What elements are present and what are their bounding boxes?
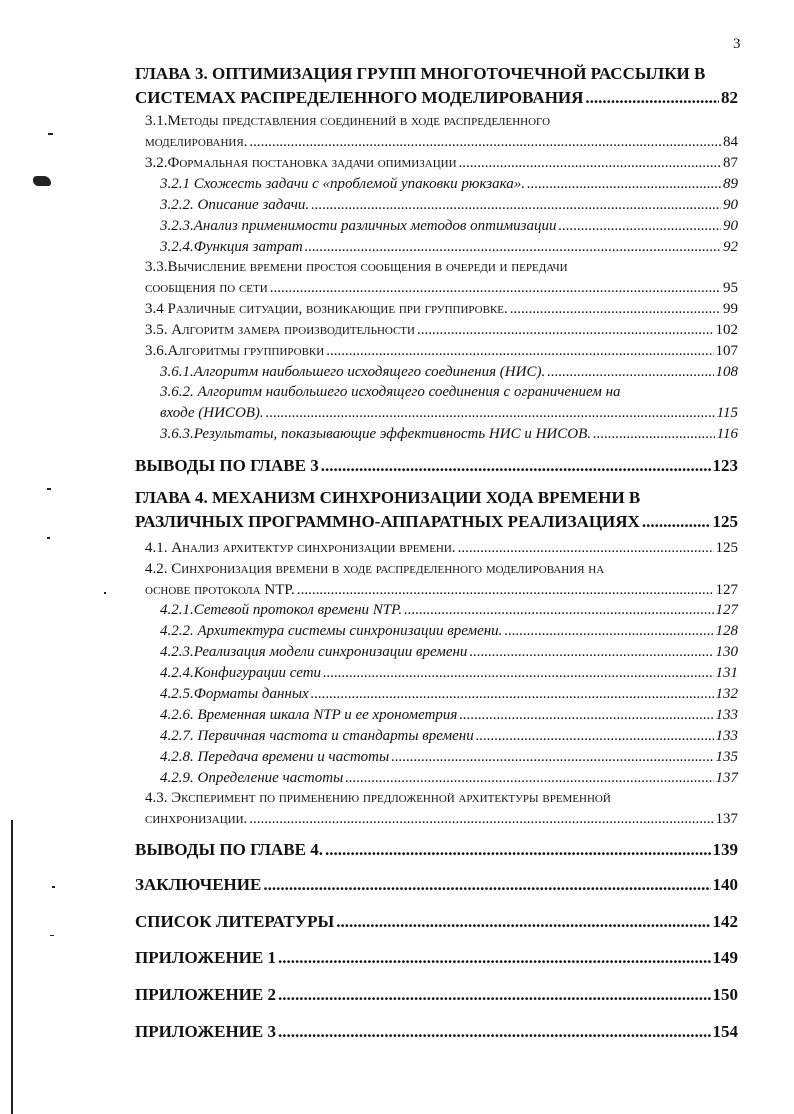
toc-page-number: 139 (712, 840, 738, 859)
dot-leader (321, 456, 711, 476)
toc-page-number: 154 (712, 1022, 738, 1041)
toc-page-number: 125 (712, 512, 738, 531)
toc-page-number: 137 (715, 770, 738, 786)
toc-page-number: 137 (715, 811, 738, 827)
dot-leader (297, 582, 714, 599)
dot-leader (476, 728, 714, 745)
dot-leader (249, 811, 713, 828)
toc-entry-title: синхронизации. (145, 811, 248, 827)
dot-leader (323, 665, 713, 682)
toc-page-number: 99 (723, 301, 738, 317)
scan-speck (48, 133, 53, 135)
toc-page-number: 128 (715, 623, 738, 639)
toc-entry-title-line: 4.3. Эксперимент по применению предложенной архитектуры временной (145, 790, 611, 806)
toc-page-number: 123 (712, 456, 738, 475)
dot-leader (459, 707, 713, 724)
toc-page-number: 149 (712, 948, 738, 967)
toc-entry-title: ПРИЛОЖЕНИЕ 2 (135, 985, 276, 1004)
toc-page-number: 92 (723, 239, 738, 255)
toc-page-number: 108 (715, 364, 738, 380)
toc-page-number: 125 (715, 540, 738, 556)
toc-entry-title: 3.2.Формальная постановка задачи опимизации (145, 155, 457, 171)
toc-page-number: 140 (712, 875, 738, 894)
dot-leader (326, 343, 713, 360)
toc-entry-title: ВЫВОДЫ ПО ГЛАВЕ 3 (135, 456, 319, 475)
dot-leader (249, 134, 721, 151)
scan-speck (104, 592, 106, 594)
dot-leader (336, 912, 710, 932)
margin-line (11, 820, 13, 1114)
toc-entry-title: СИСТЕМАХ РАСПРЕДЕЛЕННОГО МОДЕЛИРОВАНИЯ (135, 88, 584, 107)
toc-entry-title: 3.6.1.Алгоритм наибольшего исходящего соединения (НИС). (160, 364, 546, 380)
toc-page-number: 84 (723, 134, 738, 150)
dot-leader (458, 540, 714, 557)
dot-leader (270, 280, 721, 297)
dot-leader (278, 985, 711, 1005)
toc-page-number: 90 (723, 218, 738, 234)
scan-speck (47, 537, 50, 539)
toc-entry-title: 4.2.9. Определение частоты (160, 770, 344, 786)
toc-entry-title: 3.6.Алгоритмы группировки (145, 343, 325, 359)
dot-leader (547, 364, 713, 381)
toc-page-number: 87 (723, 155, 738, 171)
dot-leader (504, 623, 713, 640)
dot-leader (417, 322, 714, 339)
toc-entry-title: ВЫВОДЫ ПО ГЛАВЕ 4. (135, 840, 323, 859)
dot-leader (404, 602, 713, 619)
toc-page-number: 133 (715, 707, 738, 723)
dot-leader (345, 770, 713, 787)
toc-entry-title: ЗАКЛЮЧЕНИЕ (135, 875, 262, 894)
toc-page-number: 130 (715, 644, 738, 660)
dot-leader (311, 197, 721, 214)
toc-entry-title: РАЗЛИЧНЫХ ПРОГРАММНО-АППАРАТНЫХ РЕАЛИЗАЦИЯХ (135, 512, 640, 531)
toc-entry-title: 4.2.1.Сетевой протокол времени NTP. (160, 602, 403, 618)
toc-page-number: 127 (715, 602, 738, 618)
ink-blot (33, 176, 51, 186)
toc-entry-title: 4.2.4.Конфигурации сети (160, 665, 322, 681)
dot-leader (642, 512, 711, 532)
toc-entry-title: СПИСОК ЛИТЕРАТУРЫ (135, 912, 335, 931)
toc-entry-title: 3.2.1 Схожесть задачи с «проблемой упаковки рюкзака». (160, 176, 526, 192)
toc-entry-title: 4.2.2. Архитектура системы синхронизации времени. (160, 623, 503, 639)
toc-page-number: 132 (715, 686, 738, 702)
dot-leader (558, 218, 721, 235)
toc-entry-title: 3.2.4.Функция затрат (160, 239, 303, 255)
toc-entry-title: 4.2.7. Первичная частота и стандарты времени (160, 728, 474, 744)
toc-page-number: 116 (716, 426, 738, 442)
toc-page-number: 142 (712, 912, 738, 931)
page-number: 3 (733, 36, 741, 52)
toc-entry-title: 3.2.3.Анализ применимости различных методов оптимизации (160, 218, 557, 234)
toc-entry-title: моделирования. (145, 134, 248, 150)
scan-speck (47, 488, 51, 490)
dot-leader (459, 155, 721, 172)
toc-entry-title: входе (НИСОВ). (160, 405, 264, 421)
dot-leader (305, 239, 721, 256)
dot-leader (263, 875, 710, 895)
dot-leader (585, 88, 719, 108)
dot-leader (527, 176, 721, 193)
toc-page-number: 90 (723, 197, 738, 213)
toc-page-number: 133 (715, 728, 738, 744)
toc-entry-title-line: 4.2. Синхронизация времени в ходе распределенного моделирования на (145, 561, 605, 577)
toc-page-number: 115 (716, 405, 738, 421)
toc-page-number: 82 (721, 88, 738, 107)
dot-leader (266, 405, 715, 422)
toc-entry-title: ПРИЛОЖЕНИЕ 1 (135, 948, 276, 967)
toc-entry-title-line: 3.1.Методы представления соединений в ходе распределенного (145, 113, 551, 129)
toc-entry-title: 4.2.5.Форматы данных (160, 686, 309, 702)
toc-page-number: 95 (723, 280, 738, 296)
toc-entry-title: ПРИЛОЖЕНИЕ 3 (135, 1022, 276, 1041)
scan-speck (52, 886, 55, 888)
toc-entry-title-line: 3.3.Вычисление времени простоя сообщения в очереди и передачи (145, 259, 568, 275)
toc-entry-title-line: ГЛАВА 3. ОПТИМИЗАЦИЯ ГРУПП МНОГОТОЧЕЧНОЙ РАССЫЛКИ В (135, 64, 706, 83)
toc-entry-title-line: 3.6.2. Алгоритм наибольшего исходящего соединения с ограничением на (160, 384, 621, 400)
toc-entry-title: 4.2.8. Передача времени и частоты (160, 749, 390, 765)
dot-leader (593, 426, 715, 443)
toc-page-number: 102 (715, 322, 738, 338)
toc-page-number: 127 (715, 582, 738, 598)
toc-entry-title: основе протокола NTP. (145, 582, 295, 598)
dot-leader (278, 1022, 711, 1042)
toc-entry-title-line: ГЛАВА 4. МЕХАНИЗМ СИНХРОНИЗАЦИИ ХОДА ВРЕМЕНИ В (135, 488, 641, 507)
toc-entry-title: 4.1. Анализ архитектур синхронизации времени. (145, 540, 456, 556)
dot-leader (278, 948, 711, 968)
toc-entry-title: 4.2.3.Реализация модели синхронизации времени (160, 644, 468, 660)
toc-entry-title: сообщения по сети (145, 280, 268, 296)
toc-page-number: 107 (715, 343, 738, 359)
toc-page-number: 89 (723, 176, 738, 192)
dot-leader (325, 840, 711, 860)
toc-page-number: 135 (715, 749, 738, 765)
dot-leader (510, 301, 721, 318)
dot-leader (391, 749, 713, 766)
toc-entry-title: 4.2.6. Временная шкала NTP и ее хронометрия (160, 707, 458, 723)
toc-page-number: 150 (712, 985, 738, 1004)
scan-speck (50, 935, 54, 936)
dot-leader (311, 686, 714, 703)
toc-entry-title: 3.5. Алгоритм замера производительности (145, 322, 415, 338)
toc-entry-title: 3.6.3.Результаты, показывающие эффективность НИС и НИСОВ. (160, 426, 592, 442)
toc-page-number: 131 (715, 665, 738, 681)
toc-entry-title: 3.4 Различные ситуации, возникающие при группировке. (145, 301, 508, 317)
toc-entry-title: 3.2.2. Описание задачи. (160, 197, 310, 213)
dot-leader (469, 644, 713, 661)
